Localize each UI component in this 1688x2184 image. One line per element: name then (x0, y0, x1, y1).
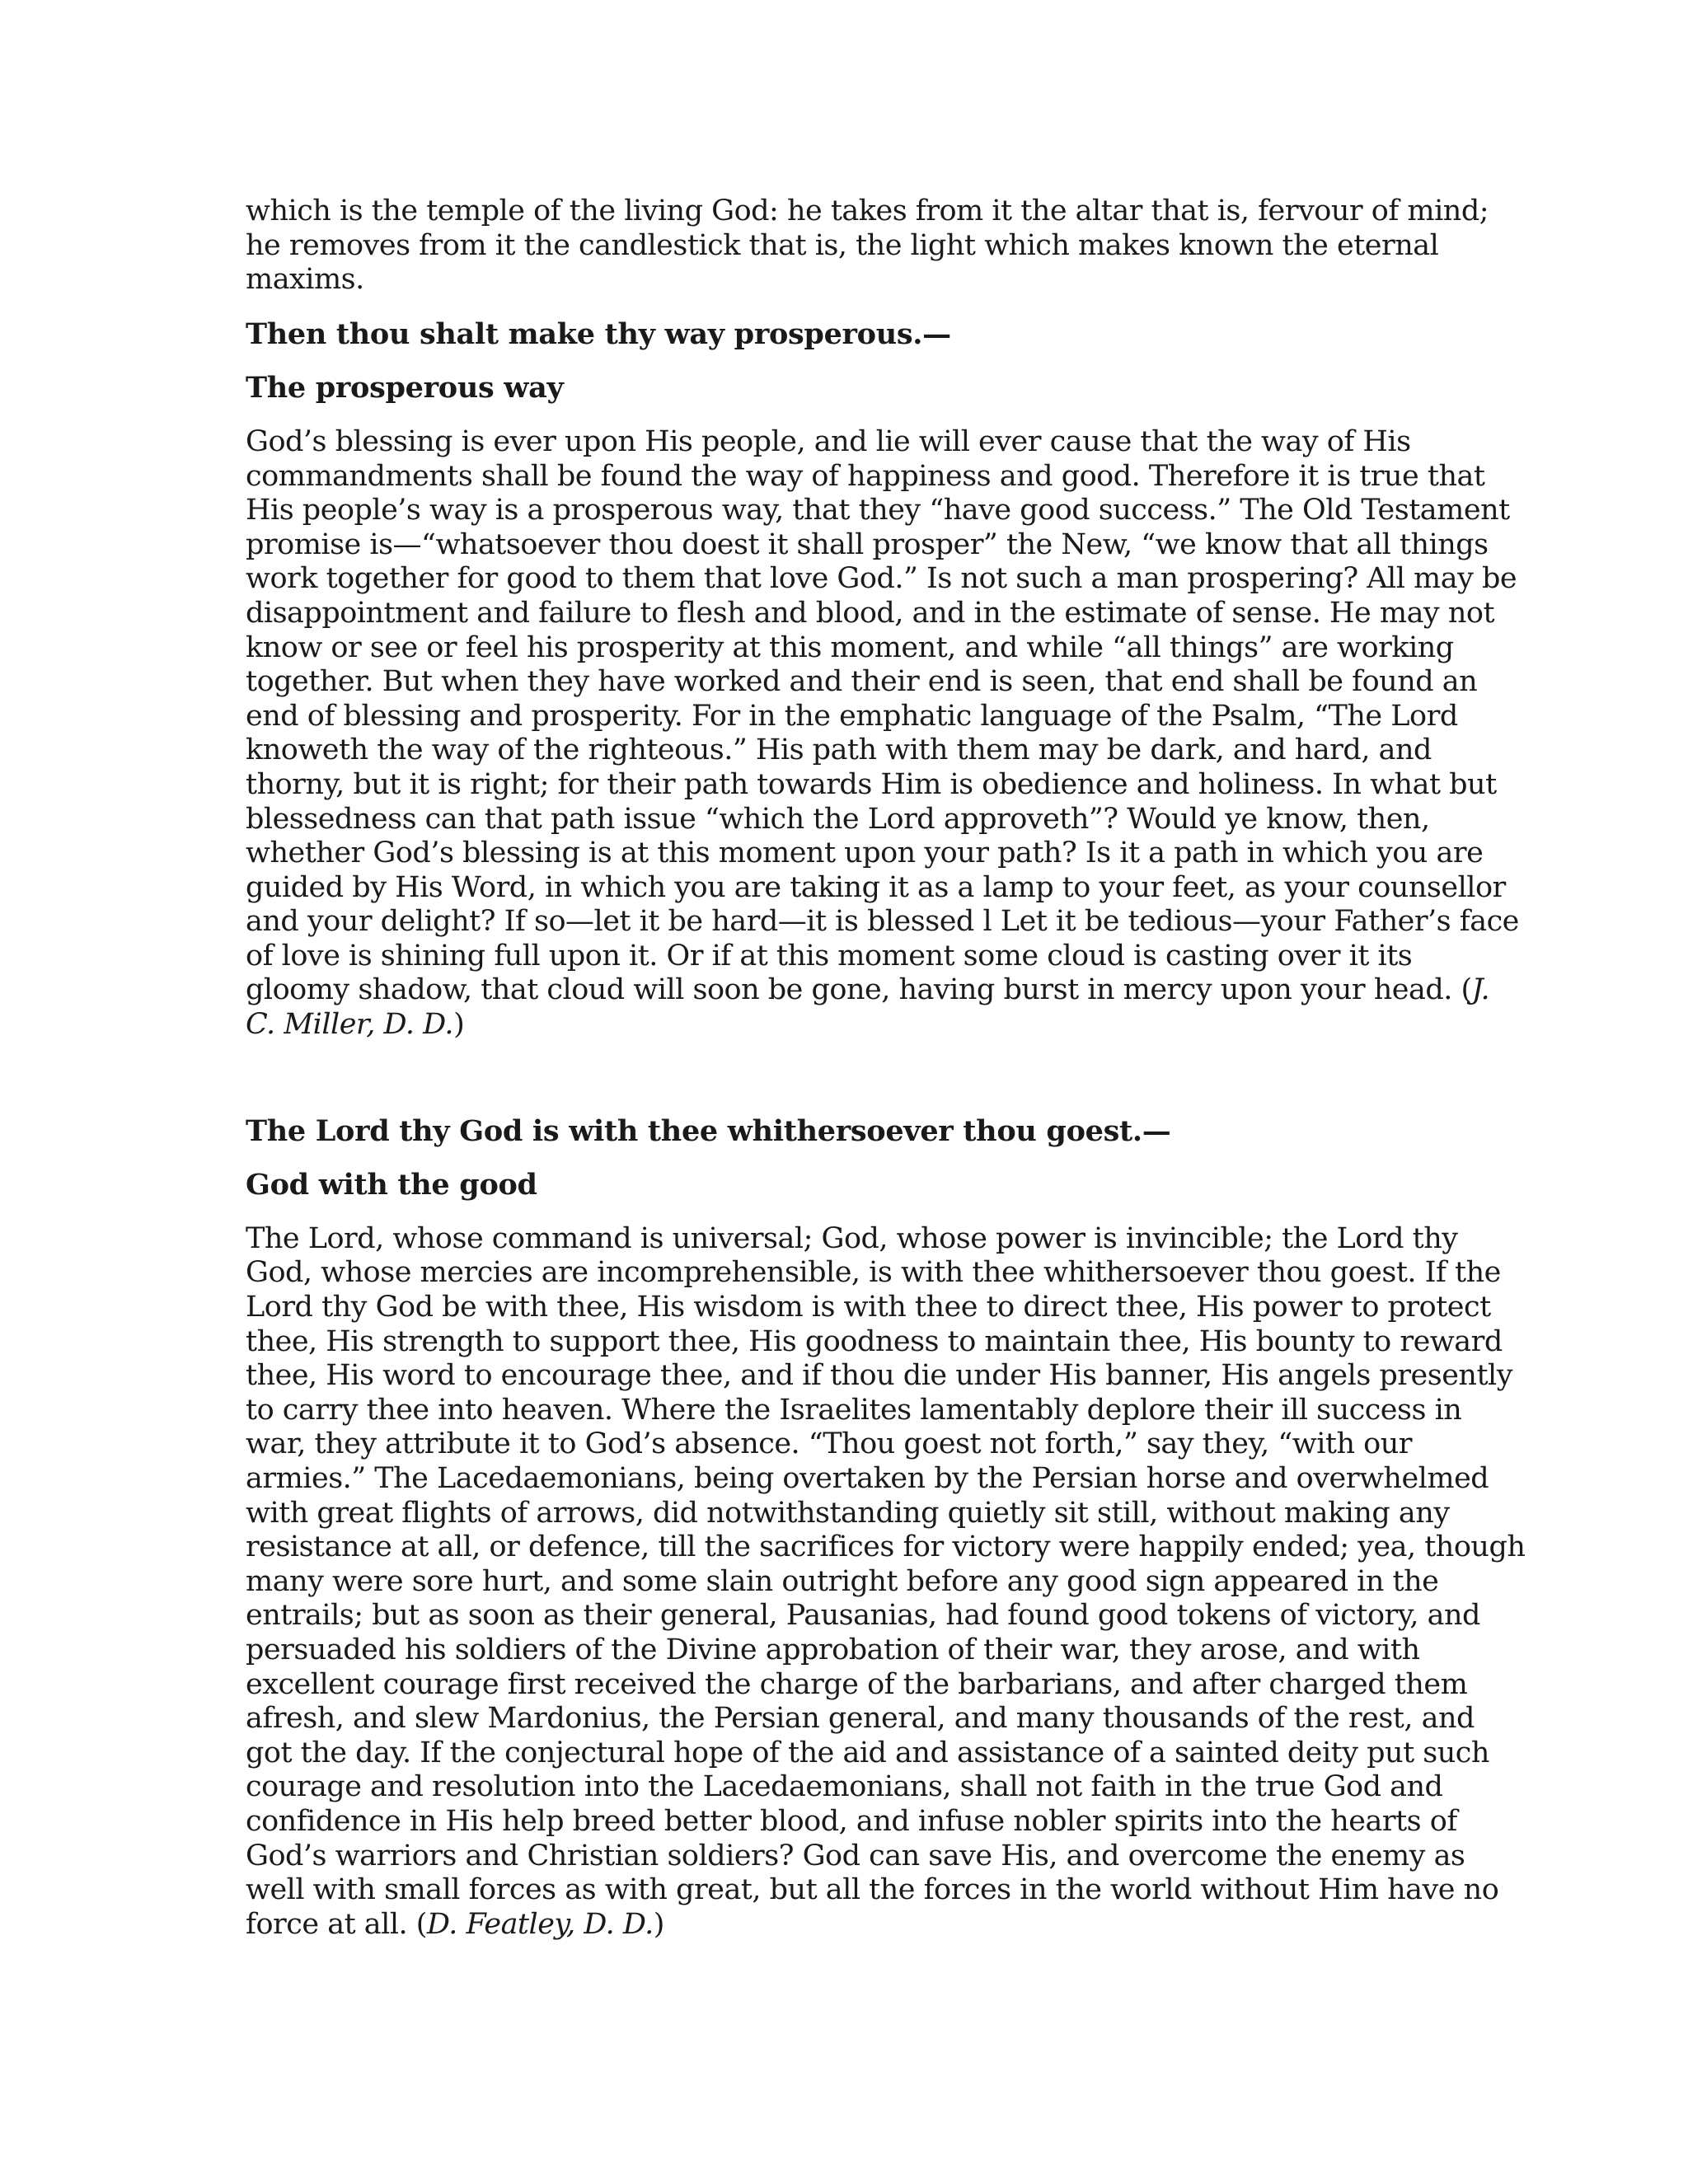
citation-close: ) (453, 1008, 465, 1042)
text-line: confidence in His help breed better blood, and infuse nobler spirits into the hearts of (246, 1804, 1457, 1838)
text-line: and your delight? If so—let it be hard—it is blessed l Let it be tedious—your Father’s face (246, 905, 1519, 939)
text-line: resistance at all, or defence, till the sacrifices for victory were happily ended; yea, though (246, 1530, 1526, 1564)
text-line: thee, His word to encourage thee, and if thou die under His banner, His angels presently (246, 1359, 1512, 1393)
citation-close: ) (653, 1907, 664, 1941)
text-line: whether God’s blessing is at this moment upon your path? Is it a path in which you are (246, 837, 1484, 870)
section-title: The prosperous way (246, 371, 564, 405)
text-line: God’s blessing is ever upon His people, and lie will ever cause that the way of His (246, 424, 1411, 458)
text-line: courage and resolution into the Lacedaemonians, shall not faith in the true God and (246, 1770, 1443, 1804)
citation-author: C. Miller, D. D. (246, 1008, 454, 1042)
citation-author: D. Featley, D. D. (426, 1907, 654, 1941)
verse-heading: Then thou shalt make thy way prosperous.— (246, 316, 951, 351)
text-line: know or see or feel his prosperity at this moment, and while “all things” are working (246, 630, 1454, 664)
text-line: end of blessing and prosperity. For in the emphatic language of the Psalm, “The Lord (246, 699, 1458, 733)
text-line: armies.” The Lacedaemonians, being overtaken by the Persian horse and overwhelmed (246, 1462, 1489, 1495)
text-line: guided by His Word, in which you are taking it as a lamp to your feet, as your counsellor (246, 870, 1506, 904)
verse-heading: The Lord thy God is with thee whithersoever thou goest.— (246, 1113, 1171, 1148)
text-line: he removes from it the candlestick that is, the light which makes known the eternal (246, 228, 1439, 262)
text-line: work together for good to them that love God.” Is not such a man prospering? All may be (246, 562, 1517, 596)
text-line: many were sore hurt, and some slain outright before any good sign appeared in the (246, 1564, 1439, 1598)
text-line (246, 973, 1490, 1008)
text-line: persuaded his soldiers of the Divine approbation of their war, they arose, and with (246, 1633, 1420, 1666)
body-paragraph (246, 1221, 1526, 1942)
text-line: got the day. If the conjectural hope of the aid and assistance of a sainted deity put such (246, 1736, 1489, 1769)
text-line: which is the temple of the living God: he takes from it the altar that is, fervour of mind; (246, 194, 1489, 227)
page-content (246, 194, 1526, 1961)
body-paragraph (246, 424, 1519, 1043)
section-spacer (246, 1062, 1432, 1114)
section-title: God with the good (246, 1168, 537, 1202)
text-line: well with small forces as with great, but all the forces in the world without Him have no (246, 1873, 1499, 1907)
text-line: Lord thy God be with thee, His wisdom is with thee to direct thee, His power to protect (246, 1291, 1491, 1324)
text-line: thorny, but it is right; for their path towards Him is obedience and holiness. In what but (246, 767, 1497, 801)
intro-paragraph (246, 194, 1489, 298)
text-line: disappointment and failure to flesh and blood, and in the estimate of sense. He may not (246, 596, 1495, 630)
text-line: excellent courage first received the charge of the barbarians, and after charged them (246, 1667, 1468, 1701)
text-line: of love is shining full upon it. Or if at this moment some cloud is casting over it its (246, 939, 1413, 972)
text-fragment: force at all. ( (246, 1907, 427, 1941)
text-line: God’s warriors and Christian soldiers? God can save His, and overcome the enemy as (246, 1839, 1465, 1872)
text-line: blessedness can that path issue “which the Lord approveth”? Would ye know, then, (246, 802, 1430, 836)
text-line: commandments shall be found the way of happiness and good. Therefore it is true that (246, 459, 1485, 493)
text-line: knoweth the way of the righteous.” His path with them may be dark, and hard, and (246, 733, 1432, 767)
text-line: The Lord, whose command is universal; God, whose power is invincible; the Lord thy (246, 1221, 1458, 1255)
text-line: maxims. (246, 263, 364, 297)
text-line: to carry thee into heaven. Where the Israelites lamentably deplore their ill success in (246, 1393, 1462, 1427)
text-line: afresh, and slew Mardonius, the Persian general, and many thousands of the rest, and (246, 1702, 1475, 1736)
text-line (246, 1908, 1432, 1943)
text-line (246, 1008, 1432, 1043)
text-line: thee, His strength to support thee, His goodness to maintain thee, His bounty to reward (246, 1324, 1503, 1358)
text-line: promise is—“whatsoever thou doest it shall prosper” the New, “we know that all things (246, 527, 1489, 561)
text-line: God, whose mercies are incomprehensible, is with thee whithersoever thou goest. If the (246, 1256, 1501, 1290)
citation-author: J. (1471, 973, 1490, 1007)
text-line: together. But when they have worked and their end is seen, that end shall be found an (246, 665, 1478, 699)
text-line: His people’s way is a prosperous way, that they “have good success.” The Old Testament (246, 494, 1510, 527)
text-line: war, they attribute it to God’s absence. “Thou goest not forth,” say they, “with our (246, 1427, 1413, 1461)
text-fragment: gloomy shadow, that cloud will soon be gone, having burst in mercy upon your head. ( (246, 973, 1472, 1007)
text-line: with great flights of arrows, did notwithstanding quietly sit still, without making any (246, 1496, 1450, 1530)
text-line: entrails; but as soon as their general, Pausanias, had found good tokens of victory, and (246, 1599, 1480, 1633)
